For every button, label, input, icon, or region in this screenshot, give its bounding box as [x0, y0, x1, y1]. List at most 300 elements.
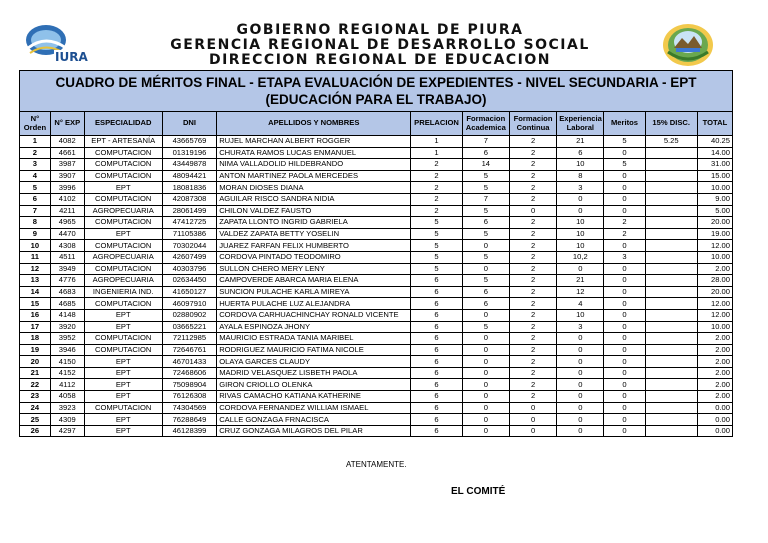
cell-nombres: CHURATA RAMOS LUCAS ENMANUEL — [217, 147, 411, 159]
cell-formacion-academica: 0 — [462, 402, 509, 414]
cell-total: 0.00 — [697, 402, 732, 414]
cell-formacion-academica: 0 — [462, 425, 509, 437]
table-row — [20, 263, 733, 275]
cell-formacion-academica: 0 — [462, 367, 509, 379]
cell-total: 2.00 — [697, 391, 732, 403]
column-header-exp: N° EXP — [50, 112, 84, 136]
cell-experiencia-laboral: 0 — [557, 356, 604, 368]
cell-nombres: JUAREZ FARFAN FELIX HUMBERTO — [217, 240, 411, 252]
table-title: CUADRO DE MÉRITOS FINAL - ETAPA EVALUACIÓN DE EXPEDIENTES - NIVEL SECUNDARIA - EPT (EDUCACIÓN PARA EL TRABAJO) — [20, 71, 733, 112]
table-row — [20, 356, 733, 368]
cell-dni: 71105386 — [162, 228, 216, 240]
cell-especialidad: EPT — [84, 228, 162, 240]
cell-meritos: 0 — [604, 414, 645, 426]
cell-formacion-academica: 0 — [462, 344, 509, 356]
cell-disc — [645, 240, 697, 252]
cell-exp: 4148 — [50, 309, 84, 321]
cell-dni: 72112985 — [162, 333, 216, 345]
cell-disc — [645, 425, 697, 437]
cell-prelacion: 6 — [411, 286, 462, 298]
table-row — [20, 147, 733, 159]
cell-formacion-academica: 0 — [462, 240, 509, 252]
cell-especialidad: EPT — [84, 414, 162, 426]
column-header-total: TOTAL — [697, 112, 732, 136]
cell-prelacion: 6 — [411, 367, 462, 379]
cell-formacion-continua: 2 — [509, 182, 556, 194]
cell-nombres: ZAPATA LLONTO INGRID GABRIELA — [217, 217, 411, 229]
cell-experiencia-laboral: 0 — [557, 263, 604, 275]
table-row — [20, 251, 733, 263]
cell-total: 10.00 — [697, 321, 732, 333]
cell-disc — [645, 333, 697, 345]
cell-formacion-continua: 2 — [509, 193, 556, 205]
cell-disc — [645, 356, 697, 368]
cell-formacion-academica: 7 — [462, 136, 509, 148]
cell-exp: 3987 — [50, 159, 84, 171]
cell-dni: 03665221 — [162, 321, 216, 333]
cell-experiencia-laboral: 10 — [557, 240, 604, 252]
cell-formacion-academica: 0 — [462, 333, 509, 345]
cell-formacion-continua: 2 — [509, 159, 556, 171]
cell-experiencia-laboral: 0 — [557, 379, 604, 391]
cell-experiencia-laboral: 4 — [557, 298, 604, 310]
cell-dni: 75098904 — [162, 379, 216, 391]
cell-disc: 5.25 — [645, 136, 697, 148]
signature-committee: EL COMITÉ — [451, 486, 506, 497]
cell-prelacion: 6 — [411, 356, 462, 368]
cell-formacion-continua: 2 — [509, 251, 556, 263]
cell-meritos: 0 — [604, 147, 645, 159]
cell-disc — [645, 182, 697, 194]
cell-total: 40.25 — [697, 136, 732, 148]
cell-exp: 4082 — [50, 136, 84, 148]
cell-orden: 8 — [20, 217, 51, 229]
cell-dni: 72468606 — [162, 367, 216, 379]
cell-orden: 24 — [20, 402, 51, 414]
cell-nombres: CALLE GONZAGA FRNACISCA — [217, 414, 411, 426]
cell-formacion-continua: 2 — [509, 275, 556, 287]
cell-dni: 02880902 — [162, 309, 216, 321]
cell-formacion-continua: 2 — [509, 367, 556, 379]
cell-disc — [645, 286, 697, 298]
table-row — [20, 136, 733, 148]
cell-especialidad: AGROPECUARIA — [84, 275, 162, 287]
cell-disc — [645, 275, 697, 287]
cell-formacion-continua: 2 — [509, 147, 556, 159]
cell-total: 12.00 — [697, 298, 732, 310]
cell-especialidad: EPT — [84, 379, 162, 391]
cell-total: 12.00 — [697, 240, 732, 252]
cell-meritos: 5 — [604, 159, 645, 171]
cell-exp: 3907 — [50, 170, 84, 182]
cell-orden: 1 — [20, 136, 51, 148]
cell-total: 2.00 — [697, 379, 732, 391]
cell-formacion-academica: 5 — [462, 228, 509, 240]
cell-disc — [645, 344, 697, 356]
cell-nombres: CHILON VALDEZ FAUSTO — [217, 205, 411, 217]
cell-prelacion: 6 — [411, 275, 462, 287]
table-row — [20, 425, 733, 437]
table-row — [20, 182, 733, 194]
cell-dni: 40303796 — [162, 263, 216, 275]
cell-nombres: AGUILAR RISCO SANDRA NIDIA — [217, 193, 411, 205]
cell-prelacion: 2 — [411, 182, 462, 194]
cell-formacion-academica: 14 — [462, 159, 509, 171]
cell-prelacion: 5 — [411, 228, 462, 240]
cell-formacion-academica: 5 — [462, 251, 509, 263]
cell-experiencia-laboral: 0 — [557, 193, 604, 205]
cell-exp: 4683 — [50, 286, 84, 298]
column-header-orden: N° Orden — [20, 112, 51, 136]
cell-prelacion: 6 — [411, 402, 462, 414]
cell-prelacion: 1 — [411, 147, 462, 159]
header-line-gobierno: GOBIERNO REGIONAL DE PIURA — [236, 22, 524, 38]
cell-especialidad: COMPUTACION — [84, 170, 162, 182]
cell-dni: 70302044 — [162, 240, 216, 252]
cell-formacion-academica: 6 — [462, 298, 509, 310]
cell-exp: 4685 — [50, 298, 84, 310]
cell-nombres: NIMA VALLADOLID HILDEBRANDO — [217, 159, 411, 171]
cell-disc — [645, 217, 697, 229]
table-row — [20, 367, 733, 379]
table-row — [20, 170, 733, 182]
cell-especialidad: COMPUTACION — [84, 344, 162, 356]
column-header-disc: 15% DISC. — [645, 112, 697, 136]
cell-nombres: CORDOVA CARHUACHINCHAY RONALD VICENTE — [217, 309, 411, 321]
cell-orden: 14 — [20, 286, 51, 298]
cell-especialidad: AGROPECUARIA — [84, 205, 162, 217]
cell-orden: 13 — [20, 275, 51, 287]
cell-disc — [645, 402, 697, 414]
cell-especialidad: COMPUTACION — [84, 263, 162, 275]
cell-exp: 4470 — [50, 228, 84, 240]
column-header-especialidad: ESPECIALIDAD — [84, 112, 162, 136]
cell-formacion-academica: 5 — [462, 182, 509, 194]
cell-orden: 5 — [20, 182, 51, 194]
cell-formacion-continua: 0 — [509, 205, 556, 217]
cell-prelacion: 2 — [411, 193, 462, 205]
cell-formacion-academica: 6 — [462, 147, 509, 159]
table-header-row — [20, 112, 733, 136]
cell-meritos: 0 — [604, 298, 645, 310]
cell-dni: 43449878 — [162, 159, 216, 171]
cell-experiencia-laboral: 3 — [557, 321, 604, 333]
cell-meritos: 3 — [604, 251, 645, 263]
cell-meritos: 0 — [604, 391, 645, 403]
cell-formacion-academica: 7 — [462, 193, 509, 205]
cell-formacion-continua: 2 — [509, 309, 556, 321]
cell-experiencia-laboral: 0 — [557, 391, 604, 403]
cell-formacion-continua: 2 — [509, 286, 556, 298]
cell-orden: 4 — [20, 170, 51, 182]
svg-text:IURA: IURA — [55, 50, 88, 64]
cell-formacion-academica: 0 — [462, 391, 509, 403]
cell-orden: 2 — [20, 147, 51, 159]
cell-experiencia-laboral: 0 — [557, 425, 604, 437]
cell-disc — [645, 298, 697, 310]
cell-formacion-academica: 0 — [462, 414, 509, 426]
column-header-prelacion: PRELACION — [411, 112, 462, 136]
cell-disc — [645, 367, 697, 379]
table-row — [20, 402, 733, 414]
cell-experiencia-laboral: 0 — [557, 367, 604, 379]
table-row — [20, 379, 733, 391]
cell-formacion-continua: 2 — [509, 321, 556, 333]
cell-disc — [645, 391, 697, 403]
cell-formacion-academica: 5 — [462, 321, 509, 333]
cell-orden: 17 — [20, 321, 51, 333]
cell-orden: 6 — [20, 193, 51, 205]
cell-experiencia-laboral: 8 — [557, 170, 604, 182]
cell-exp: 4776 — [50, 275, 84, 287]
cell-meritos: 5 — [604, 136, 645, 148]
cell-disc — [645, 414, 697, 426]
cell-total: 10.00 — [697, 251, 732, 263]
cell-exp: 4309 — [50, 414, 84, 426]
cell-prelacion: 2 — [411, 205, 462, 217]
cell-total: 0.00 — [697, 425, 732, 437]
cell-meritos: 0 — [604, 182, 645, 194]
merit-table-container — [19, 70, 733, 437]
cell-especialidad: COMPUTACION — [84, 193, 162, 205]
cell-experiencia-laboral: 10,2 — [557, 251, 604, 263]
cell-prelacion: 6 — [411, 391, 462, 403]
cell-disc — [645, 228, 697, 240]
cell-experiencia-laboral: 10 — [557, 217, 604, 229]
cell-meritos: 0 — [604, 425, 645, 437]
cell-experiencia-laboral: 10 — [557, 228, 604, 240]
cell-orden: 18 — [20, 333, 51, 345]
cell-nombres: RODRIGUEZ MAURICIO FATIMA NICOLE — [217, 344, 411, 356]
cell-nombres: ANTON MARTINEZ PAOLA MERCEDES — [217, 170, 411, 182]
cell-formacion-continua: 0 — [509, 402, 556, 414]
cell-meritos: 0 — [604, 205, 645, 217]
cell-exp: 4661 — [50, 147, 84, 159]
table-row — [20, 333, 733, 345]
cell-total: 2.00 — [697, 356, 732, 368]
table-body — [20, 136, 733, 437]
cell-prelacion: 6 — [411, 344, 462, 356]
cell-especialidad: COMPUTACION — [84, 333, 162, 345]
cell-disc — [645, 205, 697, 217]
cell-nombres: CORDOVA FERNANDEZ WILLIAM ISMAEL — [217, 402, 411, 414]
cell-exp: 4308 — [50, 240, 84, 252]
cell-prelacion: 6 — [411, 414, 462, 426]
cell-experiencia-laboral: 0 — [557, 205, 604, 217]
cell-especialidad: COMPUTACION — [84, 147, 162, 159]
cell-total: 31.00 — [697, 159, 732, 171]
cell-meritos: 0 — [604, 286, 645, 298]
cell-exp: 4965 — [50, 217, 84, 229]
cell-orden: 21 — [20, 367, 51, 379]
cell-dni: 74304569 — [162, 402, 216, 414]
header-line-gerencia: GERENCIA REGIONAL DE DESARROLLO SOCIAL — [170, 37, 590, 53]
cell-formacion-continua: 0 — [509, 425, 556, 437]
cell-total: 2.00 — [697, 333, 732, 345]
cell-exp: 4150 — [50, 356, 84, 368]
cell-formacion-continua: 2 — [509, 136, 556, 148]
cell-dni: 46128399 — [162, 425, 216, 437]
cell-nombres: MORAN DIOSES DIANA — [217, 182, 411, 194]
cell-especialidad: EPT — [84, 367, 162, 379]
cell-exp: 4152 — [50, 367, 84, 379]
cell-dni: 46701433 — [162, 356, 216, 368]
table-row — [20, 159, 733, 171]
column-header-meritos: Meritos — [604, 112, 645, 136]
cell-dni: 01319196 — [162, 147, 216, 159]
cell-prelacion: 5 — [411, 240, 462, 252]
cell-meritos: 0 — [604, 309, 645, 321]
cell-experiencia-laboral: 12 — [557, 286, 604, 298]
gobierno-regional-logo — [24, 20, 88, 66]
cell-exp: 4058 — [50, 391, 84, 403]
cell-total: 2.00 — [697, 263, 732, 275]
cell-total: 10.00 — [697, 182, 732, 194]
table-row — [20, 391, 733, 403]
table-row — [20, 344, 733, 356]
cell-especialidad: EPT — [84, 321, 162, 333]
cell-especialidad: COMPUTACION — [84, 402, 162, 414]
cell-especialidad: COMPUTACION — [84, 298, 162, 310]
cell-meritos: 0 — [604, 321, 645, 333]
cell-exp: 3996 — [50, 182, 84, 194]
cell-especialidad: EPT - ARTESANÍA — [84, 136, 162, 148]
column-header-experiencia-laboral: Experiencia Laboral — [557, 112, 604, 136]
cell-prelacion: 2 — [411, 170, 462, 182]
cell-meritos: 0 — [604, 356, 645, 368]
cell-formacion-academica: 5 — [462, 205, 509, 217]
cell-dni: 48094421 — [162, 170, 216, 182]
cell-total: 14.00 — [697, 147, 732, 159]
cell-total: 0.00 — [697, 414, 732, 426]
cell-especialidad: EPT — [84, 309, 162, 321]
cell-formacion-continua: 2 — [509, 379, 556, 391]
document-header — [0, 0, 768, 72]
cell-formacion-continua: 0 — [509, 414, 556, 426]
cell-exp: 3952 — [50, 333, 84, 345]
cell-nombres: MAURICIO ESTRADA TANIA MARIBEL — [217, 333, 411, 345]
cell-dni: 18081836 — [162, 182, 216, 194]
cell-especialidad: COMPUTACION — [84, 240, 162, 252]
cell-nombres: CORDOVA PINTADO TEODOMIRO — [217, 251, 411, 263]
cell-dni: 42607499 — [162, 251, 216, 263]
cell-exp: 4511 — [50, 251, 84, 263]
cell-nombres: RUJEL MARCHAN ALBERT ROGGER — [217, 136, 411, 148]
cell-nombres: OLAYA GARCES CLAUDY — [217, 356, 411, 368]
cell-prelacion: 1 — [411, 136, 462, 148]
cell-formacion-academica: 5 — [462, 275, 509, 287]
cell-orden: 19 — [20, 344, 51, 356]
cell-formacion-academica: 0 — [462, 379, 509, 391]
cell-prelacion: 6 — [411, 321, 462, 333]
cell-formacion-academica: 0 — [462, 356, 509, 368]
cell-meritos: 0 — [604, 193, 645, 205]
cell-orden: 11 — [20, 251, 51, 263]
cell-prelacion: 6 — [411, 309, 462, 321]
cell-total: 2.00 — [697, 367, 732, 379]
cell-meritos: 0 — [604, 402, 645, 414]
cell-experiencia-laboral: 21 — [557, 136, 604, 148]
cell-dni: 28061499 — [162, 205, 216, 217]
table-row — [20, 275, 733, 287]
table-row — [20, 217, 733, 229]
cell-formacion-continua: 2 — [509, 240, 556, 252]
cell-exp: 3949 — [50, 263, 84, 275]
cell-disc — [645, 193, 697, 205]
column-header-nombres: APELLIDOS Y NOMBRES — [217, 112, 411, 136]
table-row — [20, 240, 733, 252]
cell-exp: 4297 — [50, 425, 84, 437]
cell-formacion-continua: 2 — [509, 356, 556, 368]
cell-orden: 3 — [20, 159, 51, 171]
cell-formacion-continua: 2 — [509, 333, 556, 345]
cell-meritos: 0 — [604, 367, 645, 379]
table-row — [20, 193, 733, 205]
cell-orden: 23 — [20, 391, 51, 403]
cell-dni: 72646761 — [162, 344, 216, 356]
cell-disc — [645, 321, 697, 333]
cell-nombres: SUNCION PULACHE KARLA MIREYA — [217, 286, 411, 298]
cell-exp: 3923 — [50, 402, 84, 414]
cell-nombres: CRUZ GONZAGA MILAGROS DEL PILAR — [217, 425, 411, 437]
cell-total: 19.00 — [697, 228, 732, 240]
cell-total: 20.00 — [697, 286, 732, 298]
cell-experiencia-laboral: 21 — [557, 275, 604, 287]
cell-nombres: VALDEZ ZAPATA BETTY YOSELIN — [217, 228, 411, 240]
cell-meritos: 0 — [604, 170, 645, 182]
table-row — [20, 298, 733, 310]
cell-formacion-continua: 2 — [509, 298, 556, 310]
cell-prelacion: 6 — [411, 298, 462, 310]
cell-formacion-continua: 2 — [509, 170, 556, 182]
cell-meritos: 0 — [604, 379, 645, 391]
cell-formacion-academica: 5 — [462, 170, 509, 182]
cell-dni: 76288649 — [162, 414, 216, 426]
cell-disc — [645, 147, 697, 159]
cell-orden: 22 — [20, 379, 51, 391]
cell-total: 9.00 — [697, 193, 732, 205]
closing-text: ATENTAMENTE. — [346, 460, 407, 469]
cell-meritos: 0 — [604, 344, 645, 356]
cell-orden: 7 — [20, 205, 51, 217]
cell-formacion-academica: 0 — [462, 309, 509, 321]
cell-exp: 4112 — [50, 379, 84, 391]
cell-formacion-academica: 0 — [462, 263, 509, 275]
cell-formacion-continua: 2 — [509, 263, 556, 275]
cell-total: 20.00 — [697, 217, 732, 229]
cell-prelacion: 5 — [411, 217, 462, 229]
cell-orden: 12 — [20, 263, 51, 275]
cell-orden: 20 — [20, 356, 51, 368]
cell-nombres: SULLON CHERO MERY LENY — [217, 263, 411, 275]
cell-prelacion: 6 — [411, 425, 462, 437]
cell-total: 2.00 — [697, 344, 732, 356]
cell-orden: 10 — [20, 240, 51, 252]
cell-nombres: AYALA ESPINOZA JHONY — [217, 321, 411, 333]
cell-experiencia-laboral: 0 — [557, 344, 604, 356]
cell-prelacion: 5 — [411, 251, 462, 263]
cell-formacion-continua: 2 — [509, 217, 556, 229]
cell-especialidad: EPT — [84, 391, 162, 403]
column-header-formacion-continua: Formacion Continua — [509, 112, 556, 136]
cell-disc — [645, 309, 697, 321]
cell-orden: 25 — [20, 414, 51, 426]
cell-nombres: GIRON CRIOLLO OLENKA — [217, 379, 411, 391]
table-row — [20, 309, 733, 321]
cell-total: 28.00 — [697, 275, 732, 287]
cell-exp: 3946 — [50, 344, 84, 356]
column-header-formacion-academica: Formacion Academica — [462, 112, 509, 136]
